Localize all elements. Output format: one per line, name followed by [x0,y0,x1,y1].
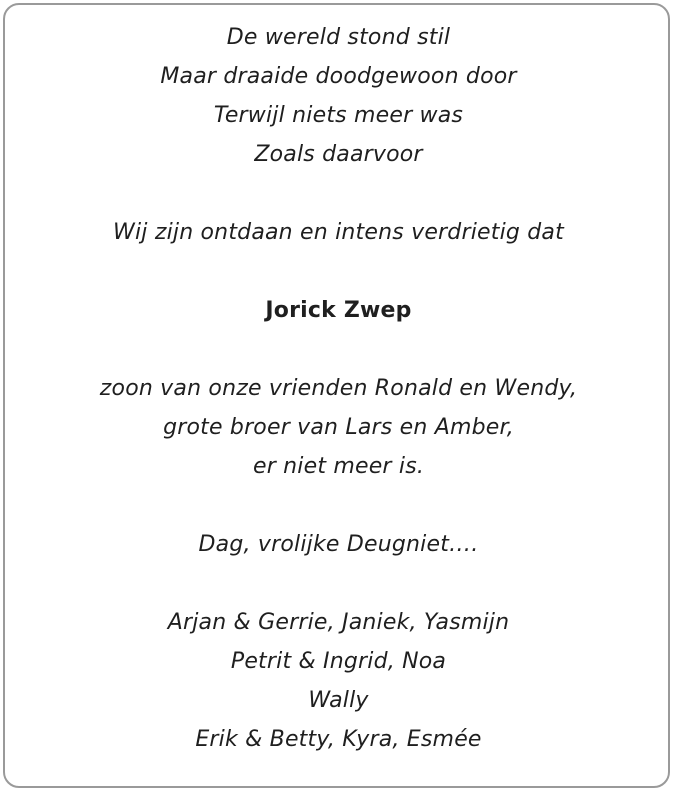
signatory-line-4: Erik & Betty, Kyra, Esmée [195,727,482,752]
relation-line-2: grote broer van Lars en Amber, [163,415,514,440]
farewell-text: Dag, vrolijke Deugniet…. [198,532,479,557]
poem-line-4: Zoals daarvoor [254,142,423,167]
spacer [0,486,677,525]
signatory-line-3: Wally [308,688,369,713]
poem-line-3: Terwijl niets meer was [213,103,464,128]
signatory-line-1: Arjan & Gerrie, Janiek, Yasmijn [167,610,510,635]
signatory-line-2: Petrit & Ingrid, Noa [230,649,447,674]
poem-line-1: De wereld stond stil [226,25,451,50]
relation-line-1: zoon van onze vrienden Ronald en Wendy, [99,376,578,401]
poem-line-2: Maar draaide doodgewoon door [160,64,517,89]
relation-line-3: er niet meer is. [252,454,425,479]
spacer [0,252,677,291]
deceased-name: Jorick Zwep [265,298,412,323]
intro-text: Wij zijn ontdaan en intens verdrietig dat [113,220,564,245]
card-content [0,18,677,759]
spacer [0,174,677,213]
spacer [0,564,677,603]
spacer [0,330,677,369]
